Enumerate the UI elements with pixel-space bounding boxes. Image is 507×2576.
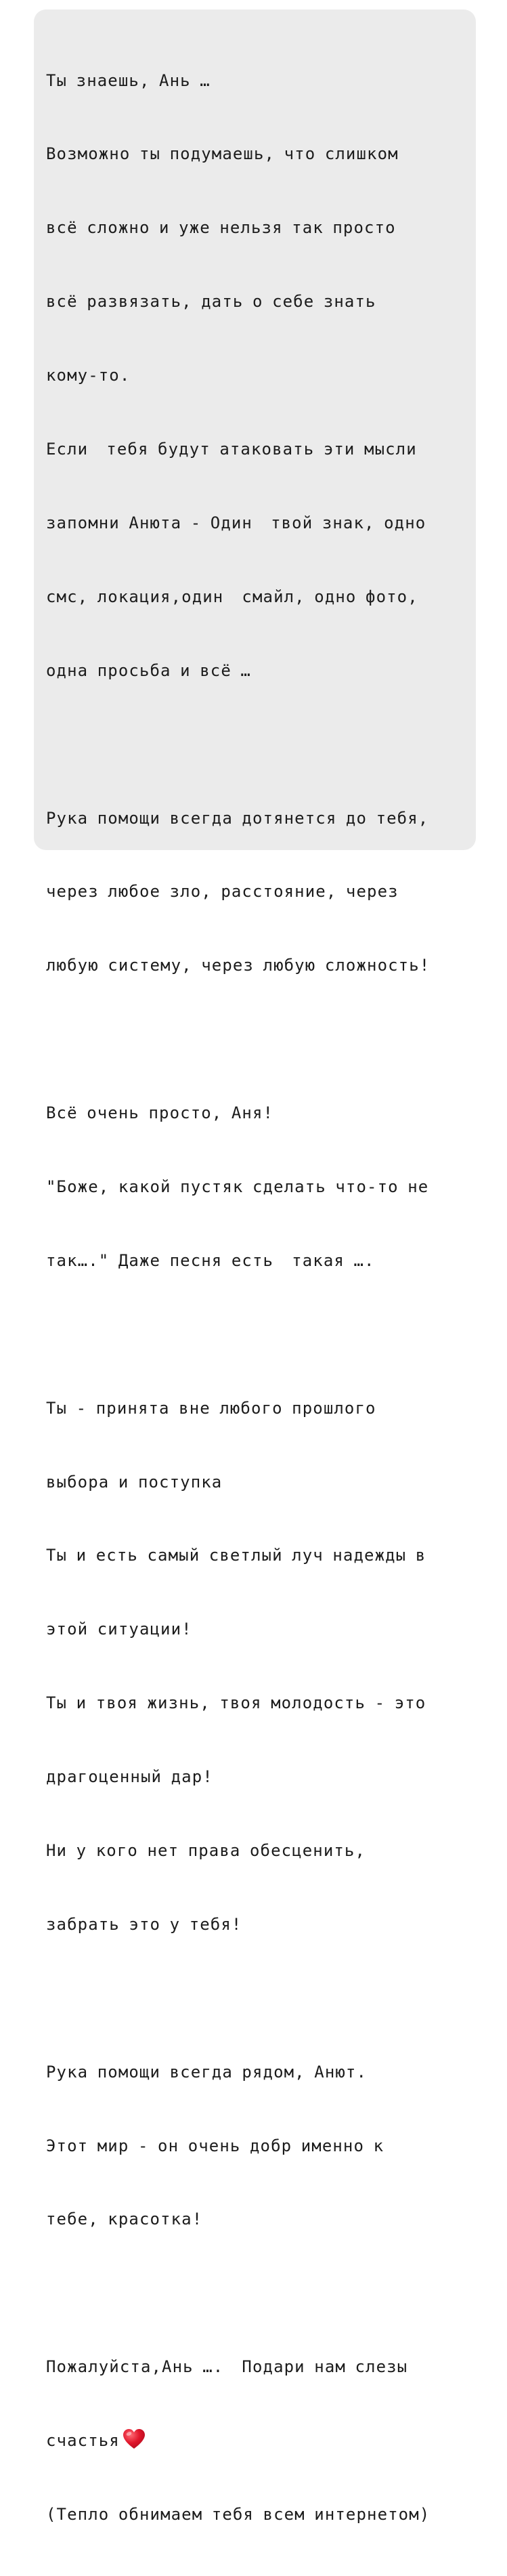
message-line: этой ситуации!	[46, 1620, 192, 1639]
message-line: Всё очень просто, Аня!	[46, 1103, 274, 1123]
message-line: всё сложно и уже нельзя так просто	[46, 218, 396, 238]
message-line: Возможно ты подумаешь, что слишком	[46, 144, 399, 164]
message-bubble	[34, 9, 476, 2524]
message-line: тебе, красотка!	[46, 2210, 203, 2229]
heart-emoji-icon	[123, 2428, 146, 2450]
message-line	[46, 2281, 476, 2305]
message-line: выбора и поступка	[46, 1472, 223, 1492]
message-line: через любое зло, расстояние, через	[46, 882, 399, 902]
message-line: Этот мир - он очень добр именно к	[46, 2136, 384, 2155]
message-line-with-emoji	[46, 2428, 476, 2453]
message-line	[46, 1322, 476, 1347]
message-line-text: счастья	[46, 2431, 120, 2451]
message-line: любую систему, через любую сложность!	[46, 956, 431, 975]
message-line: "Боже, какой пустяк сделать что-то не	[46, 1177, 429, 1196]
message-line	[46, 1027, 476, 1051]
message-line: Рука помощи всегда дотянется до тебя,	[46, 808, 429, 828]
message-line: запомни Анюта - Один твой знак, одно	[46, 513, 426, 532]
message-line: так…." Даже песня есть такая ….	[46, 1250, 375, 1270]
message-text	[46, 19, 476, 2576]
message-line: Ты и твоя жизнь, твоя молодость - это	[46, 1693, 426, 1713]
message-line	[46, 732, 476, 757]
message-line: Рука помощи всегда рядом, Анют.	[46, 2062, 368, 2082]
message-line: кому-то.	[46, 366, 131, 385]
message-line: Ты знаешь, Ань …	[46, 70, 211, 90]
message-line: Если тебя будут атаковать эти мысли	[46, 440, 417, 459]
message-line: Пожалуйста,Ань …. Подари нам слезы	[46, 2357, 408, 2377]
message-line: смс, локация,один смайл, одно фото,	[46, 587, 418, 606]
message-line: (Тепло обнимаем тебя всем интернетом)	[46, 2504, 431, 2524]
message-line: одна просьба и всё …	[46, 660, 251, 680]
message-line: Ни у кого нет права обесценить,	[46, 1840, 366, 1860]
message-line: всё развязать, дать о себе знать	[46, 292, 376, 312]
message-line: драгоценный дар!	[46, 1767, 213, 1787]
message-line: забрать это у тебя!	[46, 1914, 242, 1934]
message-line: Ты и есть самый светлый луч надежды в	[46, 1546, 426, 1565]
message-line	[46, 1986, 476, 2010]
message-line: Ты - принята вне любого прошлого	[46, 1398, 376, 1418]
